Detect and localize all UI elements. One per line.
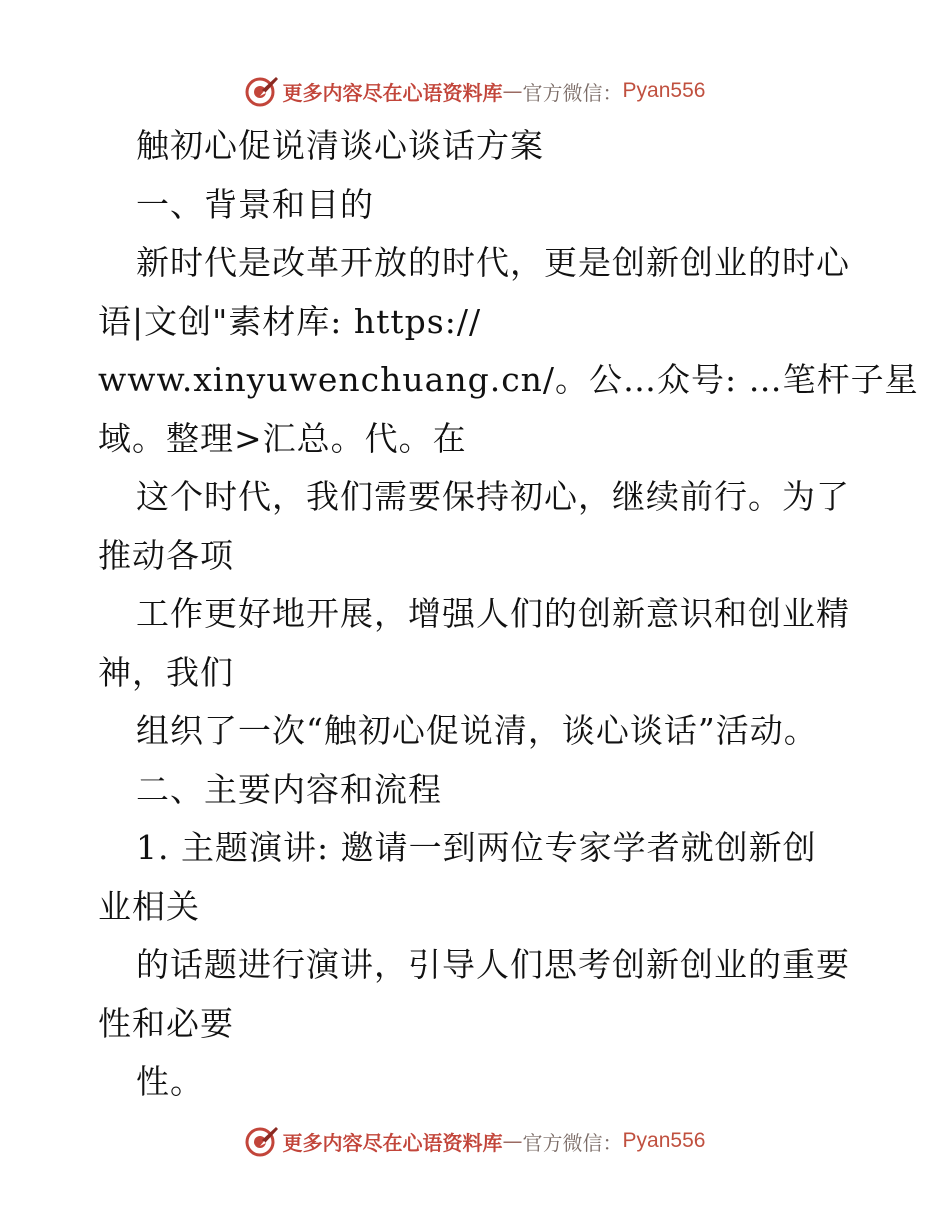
pen-logo-icon (245, 1124, 279, 1158)
paragraph-line: www.xinyuwenchuang.cn/。公…众号: …笔杆子星 (98, 360, 919, 399)
banner-main-text: 更多内容尽在心语资料库 (282, 1130, 503, 1155)
paragraph-line: 神，我们 (98, 652, 234, 692)
paragraph-line: 推动各项 (98, 535, 234, 575)
paragraph-line: 业相关 (98, 886, 200, 926)
banner-dash: — (502, 79, 523, 103)
paragraph-line: 这个时代，我们需要保持初心，继续前行。为了 (136, 477, 850, 516)
document-body (98, 117, 919, 1112)
banner-main-text: 更多内容尽在心语资料库 (282, 80, 503, 105)
section-heading: 一、背景和目的 (136, 184, 374, 224)
paragraph-line: 性和必要 (98, 1003, 234, 1043)
section-heading: 二、主要内容和流程 (136, 769, 442, 809)
banner-wechat-id: Pyan556 (622, 79, 706, 102)
paragraph-line: 组织了一次“触初心促说清，谈心谈话”活动。 (136, 711, 818, 750)
banner-wechat-label: 官方微信： (522, 1130, 623, 1155)
paragraph-line: 新时代是改革开放的时代，更是创新创业的时心 (136, 243, 850, 282)
doc-title: 触初心促说清谈心谈话方案 (136, 126, 544, 165)
paragraph-line: 域。整理>汇总。代。在 (98, 418, 467, 458)
list-item: 1. 主题演讲: 邀请一到两位专家学者就创新创 (136, 828, 817, 867)
pen-logo-icon (245, 74, 279, 108)
paragraph-line: 工作更好地开展，增强人们的创新意识和创业精 (136, 594, 850, 633)
banner-dash: — (502, 1129, 523, 1153)
paragraph-line: 性。 (136, 1062, 204, 1101)
banner-wechat-id: Pyan556 (622, 1129, 706, 1152)
footer-banner (0, 1121, 950, 1161)
banner-wechat-label: 官方微信： (522, 80, 623, 105)
paragraph-line: 语|文创"素材库: https:// (98, 301, 482, 341)
paragraph-line: 的话题进行演讲，引导人们思考创新创业的重要 (136, 945, 850, 984)
header-banner (0, 71, 950, 111)
